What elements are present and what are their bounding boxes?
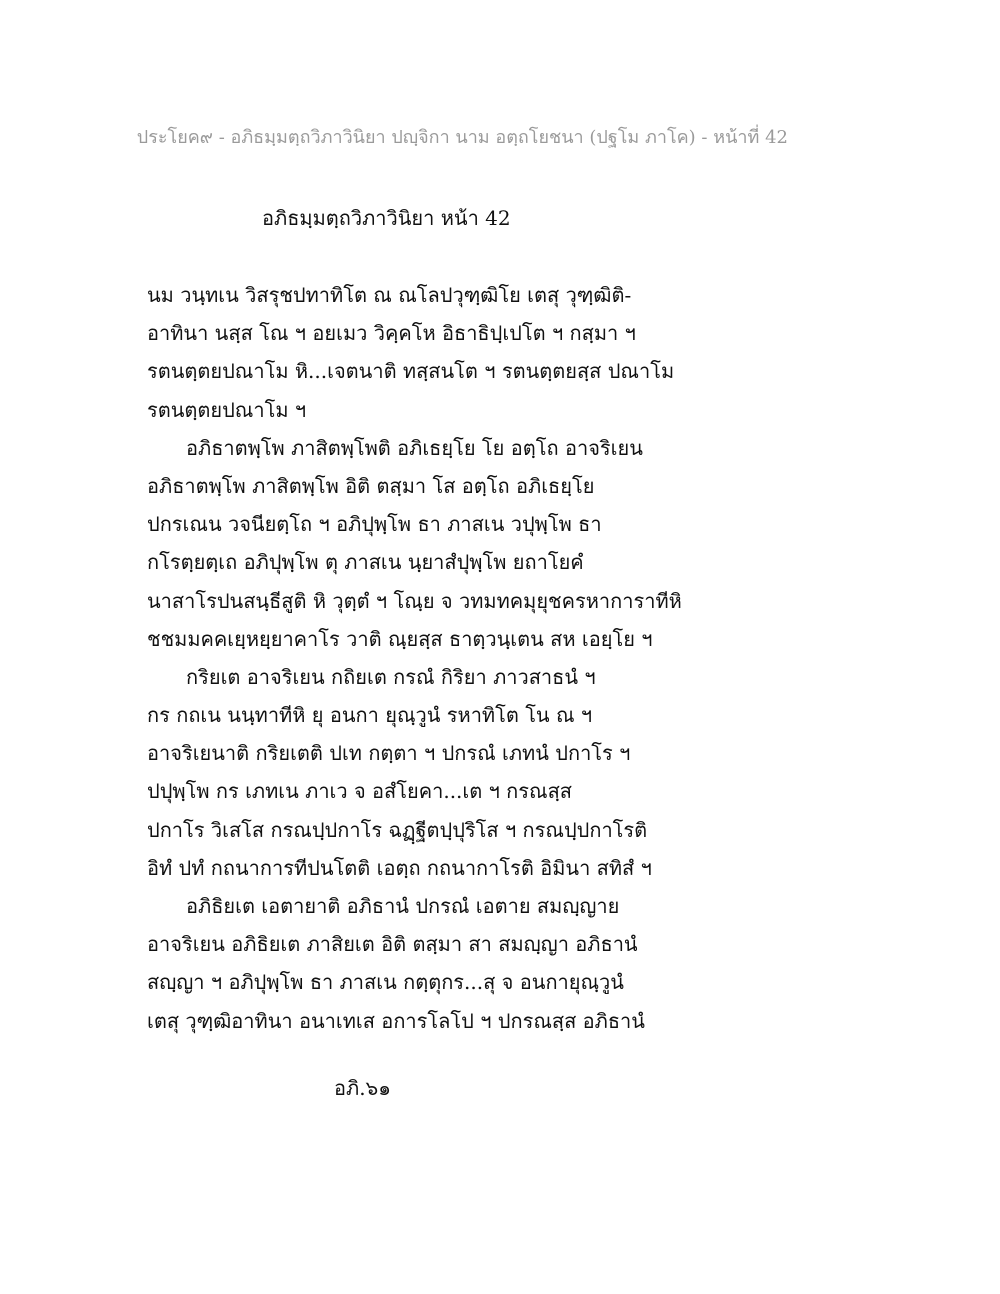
text-line: นาสาโรปนสนฺธีสูติ หิ วุตฺตํ ฯ โณฺย จ วทมทคมุยุชครหาการาทีหิ bbox=[147, 588, 682, 613]
text-line: อภิธาตพฺโพ ภาสิตพฺโพ อิติ ตสฺมา โส อตฺโถ อภิเธยฺโย bbox=[147, 473, 595, 498]
text-line: เตสุ วุฑฺฒิอาทินา อนาเทเส อการโลโป ฯ ปกรณสฺส อภิธานํ bbox=[147, 1008, 645, 1033]
running-header: ประโยค๙ - อภิธมฺมตฺถวิภาวินิยา ปญฺจิกา นาม อตฺถโยชนา (ปฐโม ภาโค) - หน้าที่ 42 bbox=[136, 127, 788, 148]
paragraph-start-line: กริยเต อาจริเยน กถิยเต กรณํ กิริยา ภาวสาธนํ ฯ bbox=[186, 664, 596, 689]
text-line: อาจริเยนาติ กริยเตติ ปเท กตฺตา ฯ ปกรณํ เภทนํ ปกาโร ฯ bbox=[147, 741, 631, 766]
text-line: สญฺญา ฯ อภิปุพฺโพ ธา ภาสเน กตฺตุกร...สุ จ อนกายุณฺวูนํ bbox=[147, 970, 624, 995]
text-line: อาทินา นสฺส โณ ฯ อยเมว วิคฺคโห อิธาธิปฺเปโต ฯ กสฺมา ฯ bbox=[147, 321, 636, 346]
body-text bbox=[147, 276, 867, 1040]
text-line: นม วนฺทเน วิสรุชปทาทิโต ณ ณโลปวุฑฺฒิโย เตสุ วุฑฺฒิติ- bbox=[147, 283, 632, 307]
page-title: อภิธมฺมตฺถวิภาวินิยา หน้า 42 bbox=[262, 206, 511, 230]
text-line: ชชมมคคเยฺหยฺยาคาโร วาติ ณฺยสฺส ธาตฺวนฺเตน สห เอยฺโย ฯ bbox=[147, 626, 653, 651]
paragraph-start-line: อภิธาตพฺโพ ภาสิตพฺโพติ อภิเธยฺโย โย อตฺโถ อาจริเยน bbox=[186, 435, 643, 460]
page-marker: อภิ.๖๑ bbox=[334, 1076, 391, 1100]
text-line: ปปุพฺโพ กร เภทเน ภาเว จ อสํโยคา...เต ฯ กรณสฺส bbox=[147, 779, 572, 804]
text-line: อาจริเยน อภิธิยเต ภาสิยเต อิติ ตสฺมา สา สมญฺญา อภิธานํ bbox=[147, 932, 638, 957]
text-line: ปกรเณน วจนียตฺโถ ฯ อภิปุพฺโพ ธา ภาสเน วปุพฺโพ ธา bbox=[147, 512, 602, 537]
text-line: กร กถเน นนฺทาทีหิ ยุ อนกา ยุณฺวูนํ รหาทิโต โน ณ ฯ bbox=[147, 703, 593, 728]
text-line: กโรตฺยตฺเถ อภิปุพฺโพ ตุ ภาสเน นฺยาสํปุพฺโพ ยถาโยคํ bbox=[147, 550, 584, 575]
text-line: รตนตฺตยปณาโม หิ...เจตนาติ ทสฺสนโต ฯ รตนตฺตยสฺส ปณาโม bbox=[147, 359, 675, 384]
text-line: อิทํ ปทํ กถนาการทีปนโตติ เอตฺถ กถนากาโรติ อิมินา สทิสํ ฯ bbox=[147, 855, 652, 880]
text-line: ปกาโร วิเสโส กรณปฺปกาโร ฉฏฺฐีตปฺปุริโส ฯ กรณปฺปกาโรติ bbox=[147, 817, 648, 842]
paragraph-start-line: อภิธิยเต เอตายาติ อภิธานํ ปกรณํ เอตาย สมญฺญาย bbox=[186, 894, 620, 918]
text-line: รตนตฺตยปณาโม ฯ bbox=[147, 397, 307, 422]
